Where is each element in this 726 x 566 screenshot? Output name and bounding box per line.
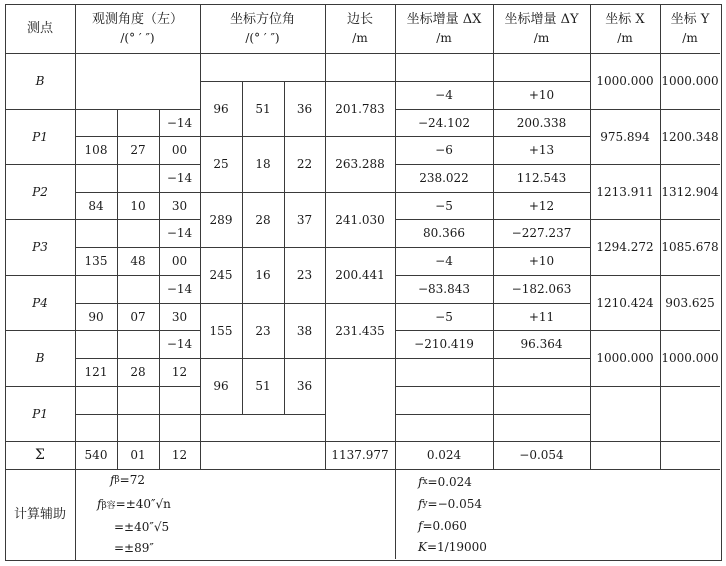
coord-y: 1000.000 — [661, 351, 719, 365]
coord-y: 903.625 — [665, 295, 715, 310]
f-allow-line: f β容 =±40″√n — [97, 497, 171, 511]
sum-angle-deg: 540 — [84, 448, 108, 462]
coord-x: 1000.000 — [596, 351, 654, 365]
dy-correction: +13 — [528, 143, 555, 157]
coord-x: 1000.000 — [596, 74, 654, 88]
header-dy: 坐标增量 ΔY /m — [504, 12, 579, 45]
angle-deg: 84 — [88, 198, 104, 213]
dx-correction: −5 — [435, 198, 453, 213]
azimuth-deg: 25 — [213, 157, 229, 171]
azimuth-deg: 96 — [213, 379, 229, 393]
azimuth-min: 23 — [255, 323, 271, 338]
angle-deg: 90 — [88, 309, 104, 324]
f-line: f =0.060 — [418, 519, 467, 533]
angle-min: 27 — [130, 143, 146, 157]
dy-value: 200.338 — [516, 115, 567, 130]
azimuth-sec: 37 — [296, 212, 313, 227]
azimuth-sec: 36 — [296, 379, 313, 393]
dy-correction: +12 — [528, 198, 555, 213]
sum-dx: 0.024 — [426, 448, 462, 462]
coord-y: 1085.678 — [661, 240, 719, 254]
half-row-sep — [75, 414, 200, 415]
header-y: 坐标 Y /m — [670, 12, 710, 45]
header-azimuth: 坐标方位角 /(° ′ ″) — [229, 12, 295, 45]
coord-y: 1312.904 — [661, 184, 719, 199]
side-length: 241.030 — [335, 212, 385, 227]
angle-deg: 121 — [84, 365, 108, 379]
station-name: B — [35, 351, 45, 365]
sum-length: 1137.977 — [331, 448, 389, 462]
azimuth-min: 51 — [255, 101, 271, 116]
side-length: 201.783 — [335, 101, 385, 116]
coord-y: 1000.000 — [661, 74, 719, 88]
angle-min: 48 — [130, 254, 146, 268]
sum-symbol: Σ — [35, 447, 45, 463]
dy-value: 112.543 — [516, 171, 567, 185]
aux-right-block — [418, 469, 718, 559]
f-beta-line: f β =72 — [110, 473, 145, 487]
header-observed-angle: 观测角度（左） /(° ′ ″) — [91, 12, 183, 45]
azimuth-sec: 22 — [296, 157, 313, 171]
angle-sec: 30 — [171, 198, 188, 213]
side-length: 231.435 — [335, 323, 385, 338]
dy-value: −182.063 — [511, 282, 572, 296]
f-allow-line-4: =±89″ — [114, 541, 154, 555]
angle-correction: −14 — [166, 337, 193, 351]
leg-sep — [200, 414, 325, 415]
k-line: K =1/19000 — [418, 540, 487, 554]
dx-value: −210.419 — [414, 337, 474, 351]
angle-correction: −14 — [166, 115, 193, 130]
azimuth-min: 28 — [255, 212, 271, 227]
dx-correction: −4 — [435, 88, 453, 102]
header-dx: 坐标增量 ΔX /m — [406, 12, 482, 45]
station-name: P2 — [32, 184, 48, 199]
azimuth-min: 16 — [255, 268, 271, 282]
angle-deg: 108 — [84, 143, 108, 157]
azimuth-deg: 155 — [209, 323, 233, 338]
dy-correction: +10 — [528, 88, 555, 102]
angle-correction: −14 — [166, 226, 193, 240]
aux-label: 计算辅助 — [13, 506, 66, 522]
fx-line: f x =0.024 — [418, 475, 472, 489]
station-name: P1 — [32, 129, 48, 144]
coord-x: 1294.272 — [596, 240, 654, 254]
coord-x: 1210.424 — [596, 295, 654, 310]
header-x: 坐标 X /m — [605, 12, 645, 45]
angle-sec: 30 — [171, 309, 188, 324]
angle-sec: 12 — [171, 365, 188, 379]
sum-angle-sec: 12 — [171, 448, 188, 462]
dx-value: −83.843 — [417, 282, 471, 296]
dx-value: 238.022 — [419, 171, 469, 185]
azimuth-min: 51 — [255, 379, 271, 393]
dx-value: 80.366 — [423, 226, 465, 240]
station-name: P1 — [32, 406, 48, 421]
dy-correction: +10 — [528, 254, 555, 268]
coord-y: 1200.348 — [661, 129, 719, 144]
angle-min: 07 — [130, 309, 146, 324]
station-name: P4 — [32, 295, 48, 310]
f-allow-line-3: =±40″√5 — [114, 520, 170, 534]
azimuth-deg: 245 — [209, 268, 233, 282]
coord-x: 975.894 — [600, 129, 650, 144]
angle-deg: 135 — [84, 254, 108, 268]
angle-min: 28 — [130, 365, 146, 379]
fy-line: f y =−0.054 — [418, 497, 483, 511]
azimuth-sec: 36 — [296, 101, 313, 116]
dy-value: −227.237 — [511, 226, 572, 240]
coord-sep — [590, 386, 720, 387]
side-length: 200.441 — [335, 268, 385, 282]
dx-value: −24.102 — [417, 115, 471, 130]
angle-min: 10 — [130, 198, 146, 213]
angle-sec: 00 — [171, 143, 188, 157]
side-length: 263.288 — [335, 157, 385, 171]
angle-correction: −14 — [166, 171, 193, 185]
angle-correction: −14 — [166, 282, 193, 296]
header-station: 测点 — [26, 21, 53, 36]
angle-sec: 00 — [171, 254, 188, 268]
dx-correction: −4 — [435, 254, 453, 268]
azimuth-deg: 96 — [213, 101, 229, 116]
azimuth-min: 18 — [255, 157, 271, 171]
sum-dy: −0.054 — [519, 448, 564, 462]
azimuth-sec: 23 — [296, 268, 313, 282]
station-name: B — [35, 74, 45, 88]
coord-x: 1213.911 — [596, 184, 654, 199]
dx-correction: −5 — [435, 309, 453, 324]
incr-split — [395, 386, 590, 387]
azimuth-sec: 38 — [296, 323, 313, 338]
header-side-length: 边长 /m — [346, 12, 373, 45]
dy-value: 96.364 — [520, 337, 563, 351]
dx-correction: −6 — [435, 143, 453, 157]
dy-correction: +11 — [528, 309, 555, 324]
incr-split — [395, 414, 590, 415]
azimuth-deg: 289 — [209, 212, 233, 227]
station-name: P3 — [32, 240, 48, 254]
sum-angle-min: 01 — [130, 448, 146, 462]
aux-left-block — [92, 469, 392, 559]
